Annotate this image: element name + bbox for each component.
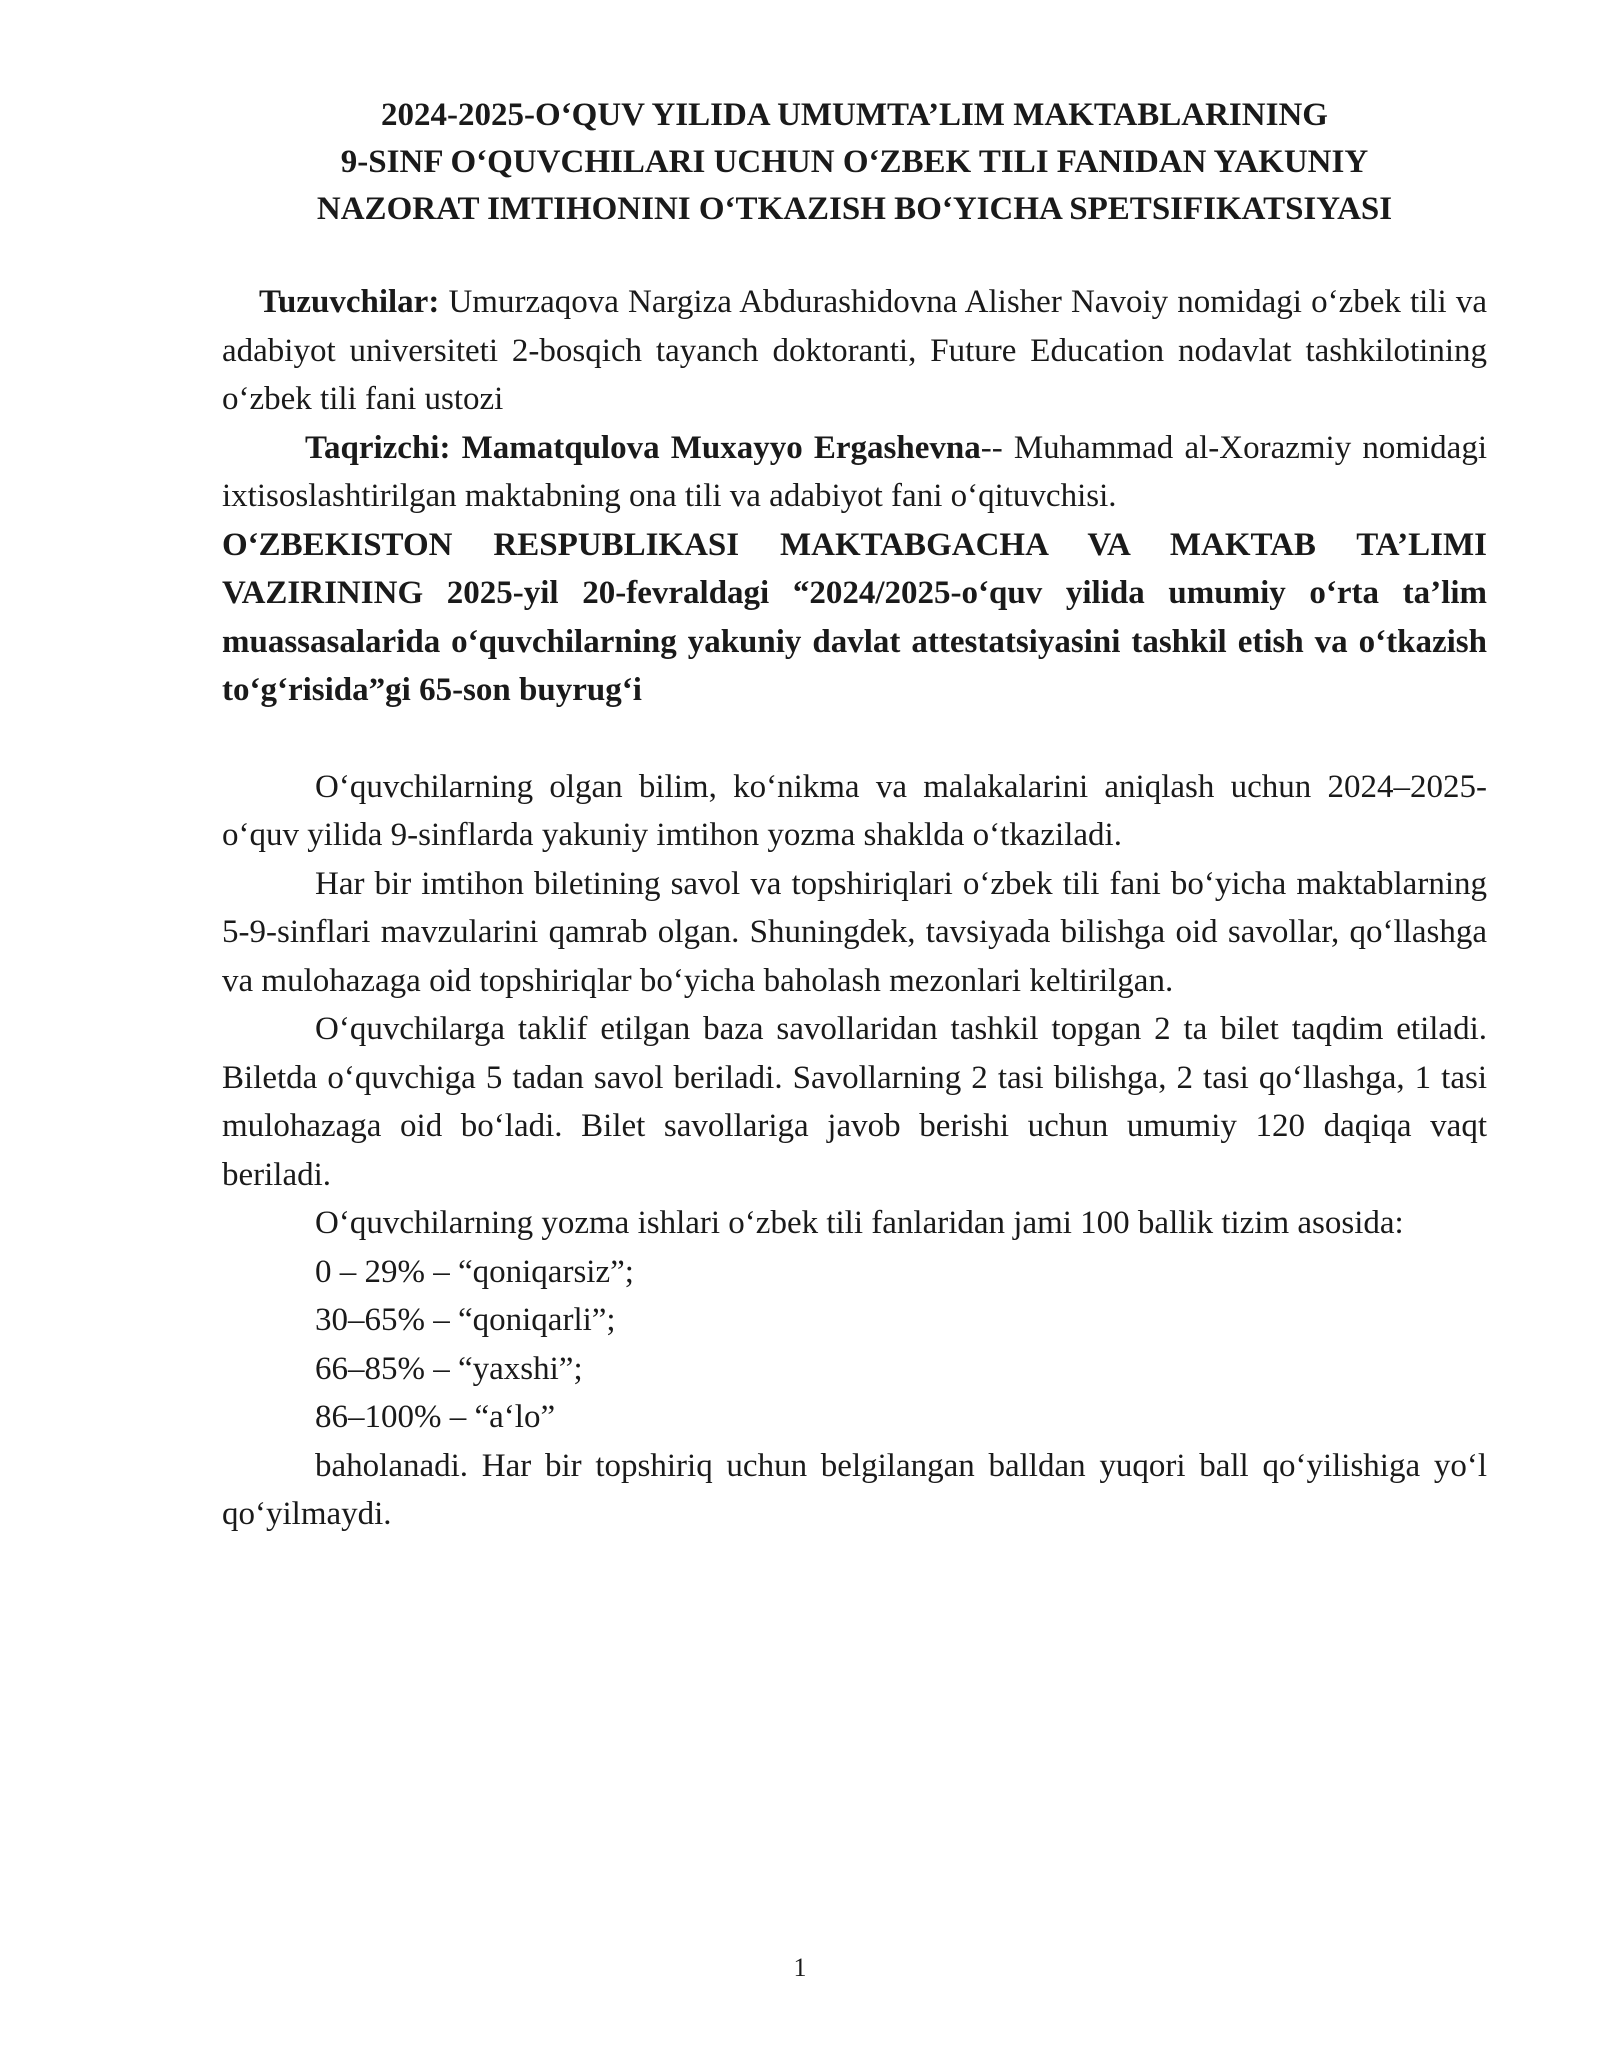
reviewer-paragraph [222, 424, 1487, 521]
title-line-2: 9-SINF O‘QUVCHILARI UCHUN O‘ZBEK TILI FANIDAN YAKUNIY [340, 144, 1369, 180]
page-number: 1 [793, 1953, 807, 1982]
body-paragraph-1: O‘quvchilarning olgan bilim, ko‘nikma va malakalarini aniqlash uchun 2024–2025-o‘quv yilida 9-sinflarda yakuniy imtihon yozma shaklda o‘tkaziladi. [222, 768, 1487, 853]
reviewer-label: Taqrizchi: Mamatqulova Muxayyo Ergashevna [305, 429, 981, 466]
document-title [222, 92, 1487, 233]
title-line-3: NAZORAT IMTIHONINI O‘TKAZISH BO‘YICHA SPETSIFIKATSIYASI [316, 191, 1393, 227]
body-paragraph-3: O‘quvchilarga taklif etilgan baza savollaridan tashkil topgan 2 ta bilet taqdim etiladi. Biletda o‘quvchiga 5 tadan savol beriladi. Savollarning 2 tasi bilishga, 2 tasi qo‘llashga, 1 tasi mulohazaga oid bo‘ladi. Bilet savollariga javob berishi uchun umumiy 120 daqiqa vaqt beriladi. [222, 1011, 1487, 1193]
reviewer-text: -- Muhammad al-Xorazmiy nomidagi ixtisoslashtirilgan maktabning ona tili va adabiyot fani o‘qituvchisi. [222, 429, 1487, 514]
authors-label: Tuzuvchilar: [259, 284, 440, 320]
spacer [222, 715, 1487, 763]
grade-item: 86–100% – “a‘lo” [315, 1399, 556, 1435]
title-line-1: 2024-2025-O‘QUV YILIDA UMUMTA’LIM MAKTABLARINING [381, 97, 1328, 133]
grading-scale-list [222, 1248, 1487, 1442]
authors-paragraph [222, 278, 1487, 424]
body-paragraph-2: Har bir imtihon biletining savol va topshiriqlari o‘zbek tili fani bo‘yicha maktablarning 5-9-sinflari mavzularini qamrab olgan. Shuningdek, tavsiyada bilishga oid savollar, qo‘llashga va mulohazaga oid topshiriqlar bo‘yicha baholash mezonlari keltirilgan. [222, 865, 1487, 999]
body-paragraph-4: O‘quvchilarning yozma ishlari o‘zbek tili fanlaridan jami 100 ballik tizim asosida: [315, 1205, 1404, 1241]
page-content [222, 92, 1487, 1539]
authors-text: Umurzaqova Nargiza Abdurashidovna Alisher Navoiy nomidagi o‘zbek tili va adabiyot universiteti 2-bosqich tayanch doktoranti, Future Education nodavlat tashkilotining o‘zbek tili fani ustozi [222, 284, 1487, 417]
grade-item: 0 – 29% – “qoniqarsiz”; [315, 1253, 634, 1290]
closing-paragraph: baholanadi. Har bir topshiriq uchun belgilangan balldan yuqori ball qo‘yilishiga yo‘l qo‘yilmaydi. [222, 1447, 1487, 1532]
grade-item: 66–85% – “yaxshi”; [315, 1350, 583, 1387]
grade-item: 30–65% – “qoniqarli”; [315, 1302, 616, 1338]
decree-heading: O‘ZBEKISTON RESPUBLIKASI MAKTABGACHA VA MAKTAB TA’LIMI VAZIRINING 2025-yil 20-fevraldagi “2024/2025-o‘quv yilida umumiy o‘rta ta’lim muassasalarida o‘quvchilarning yakuniy davlat attestatsiyasini tashkil etish va o‘tkazish to‘g‘risida”gi 65-son buyrug‘i [222, 526, 1487, 708]
